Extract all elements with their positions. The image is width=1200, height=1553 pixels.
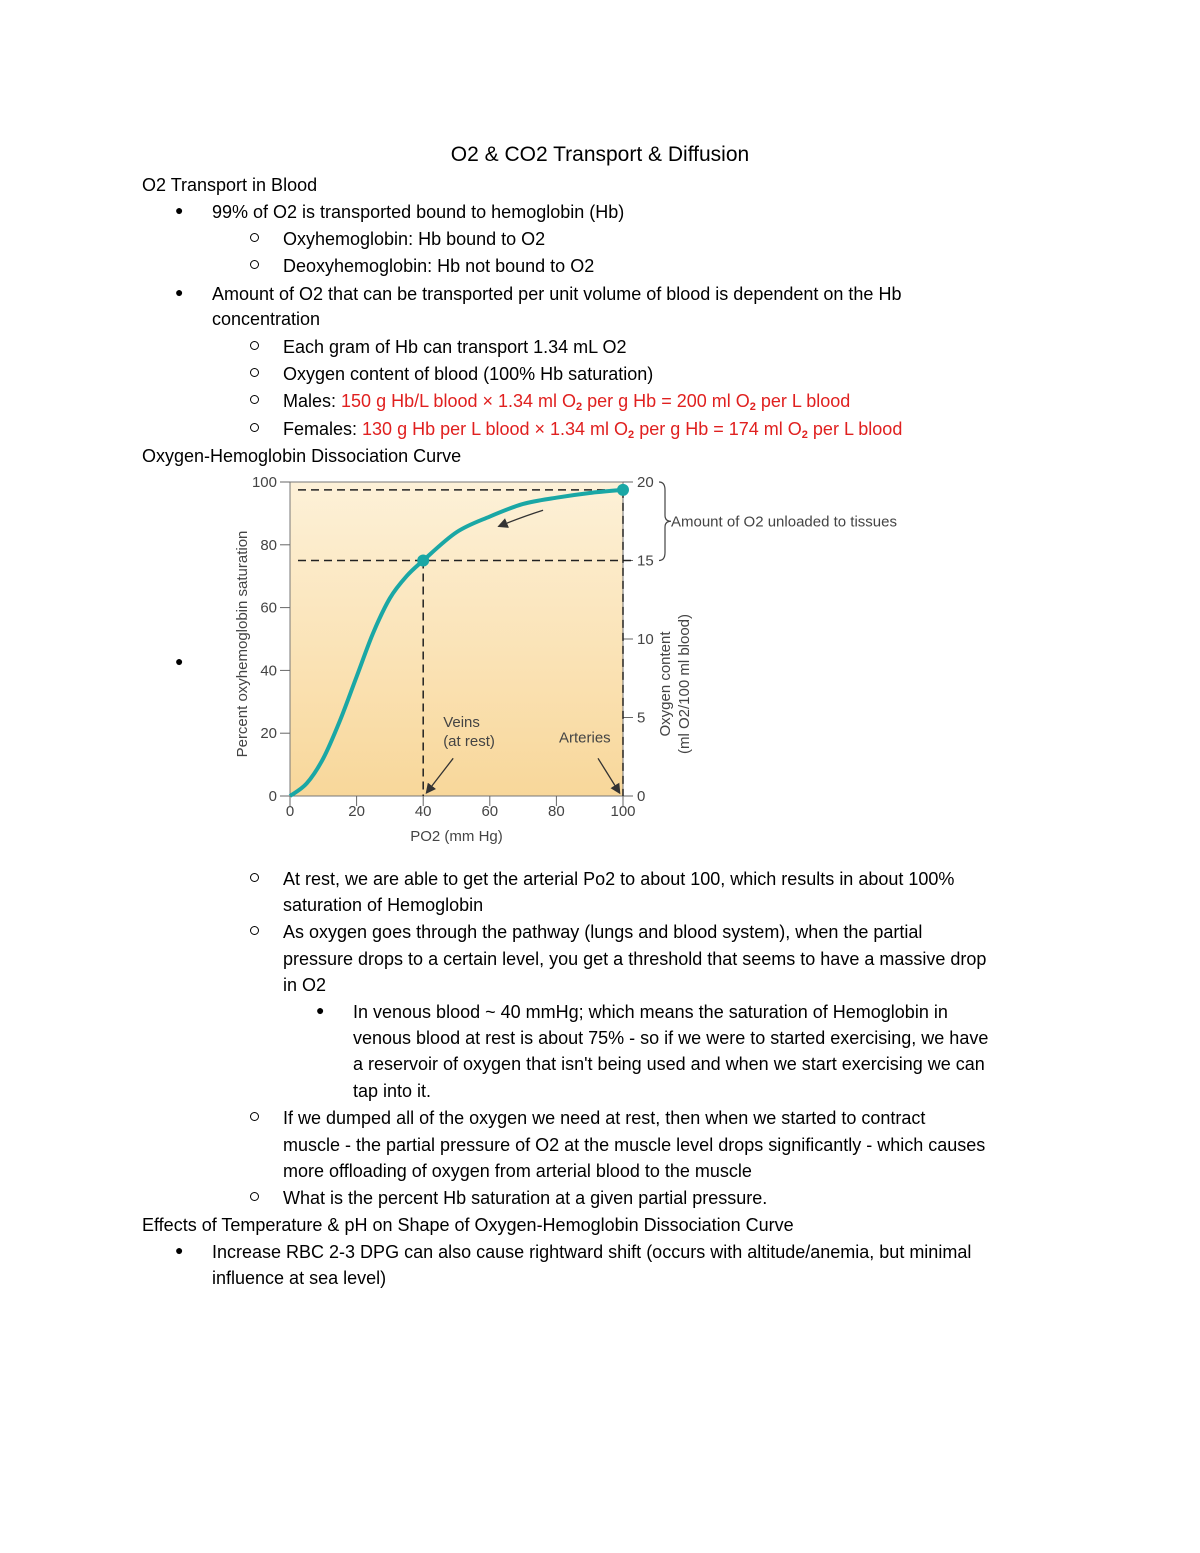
list-item: If we dumped all of the oxygen we need at rest, then when we started to contract	[283, 1108, 926, 1128]
x-tick-label: 60	[481, 803, 499, 820]
males-part-c: per L blood	[760, 391, 851, 411]
list-item-continuation: concentration	[212, 309, 321, 329]
o2-subscript: 2	[628, 429, 635, 441]
chart-svg	[225, 467, 925, 852]
section-heading-o2-transport: O2 Transport in Blood	[142, 175, 318, 195]
circle-bullet	[250, 368, 259, 377]
section-heading-dissociation-curve: Oxygen-Hemoglobin Dissociation Curve	[142, 446, 462, 466]
x-tick-label: 40	[414, 803, 432, 820]
veins-label-line1: Veins	[443, 713, 480, 731]
x-tick-label: 0	[285, 803, 295, 820]
y2-tick-label: 20	[637, 474, 654, 491]
arteries-label: Arteries	[559, 729, 611, 747]
y2-tick-label: 15	[637, 552, 654, 570]
circle-bullet	[250, 341, 259, 350]
females-part-a: 130 g Hb per L blood × 1.34 ml O	[362, 419, 629, 439]
y-tick-label: 0	[268, 788, 277, 805]
o2-subscript: 2	[801, 429, 808, 441]
list-item: Amount of O2 that can be transported per unit volume of blood is dependent on the Hb	[212, 284, 902, 304]
list-item: Deoxyhemoglobin: Hb not bound to O2	[283, 256, 595, 276]
circle-bullet	[250, 423, 259, 432]
list-item: In venous blood ~ 40 mmHg; which means the saturation of Hemoglobin in	[353, 1002, 948, 1022]
circle-bullet	[250, 1192, 259, 1201]
males-part-b: per g Hb = 200 ml O	[587, 391, 750, 411]
list-item: As oxygen goes through the pathway (lungs and blood system), when the partial	[283, 922, 923, 942]
list-item: At rest, we are able to get the arterial Po2 to about 100, which results in about 100%	[283, 869, 955, 889]
y2-tick-label: 5	[637, 709, 646, 727]
list-item-continuation: venous blood at rest is about 75% - so if we were to started exercising, we have	[353, 1028, 989, 1048]
y-tick-label: 60	[260, 599, 277, 617]
y-axis-label: Percent oxyhemoglobin saturation	[234, 530, 251, 758]
section-heading-effects: Effects of Temperature & pH on Shape of Oxygen-Hemoglobin Dissociation Curve	[142, 1215, 794, 1235]
x-axis-label: PO2 (mm Hg)	[410, 828, 503, 845]
circle-bullet	[250, 1112, 259, 1121]
list-item: Increase RBC 2-3 DPG can also cause rightward shift (occurs with altitude/anemia, but minimal	[212, 1242, 972, 1262]
list-item: Oxyhemoglobin: Hb bound to O2	[283, 229, 546, 249]
y2-tick-label: 0	[637, 788, 646, 805]
males-calculation	[283, 390, 850, 415]
list-item-continuation: more offloading of oxygen from arterial blood to the muscle	[283, 1161, 752, 1181]
venous-point	[417, 555, 429, 567]
circle-bullet	[250, 926, 259, 935]
x-tick-label: 100	[610, 803, 636, 820]
y2-axis-label-line1: Oxygen content	[657, 631, 674, 737]
list-item-continuation: pressure drops to a certain level, you get a threshold that seems to have a massive drop	[283, 949, 987, 969]
y-tick-label: 20	[260, 725, 277, 743]
list-item-continuation: influence at sea level)	[212, 1268, 387, 1288]
page-title: O2 & CO2 Transport & Diffusion	[450, 143, 750, 166]
females-part-b: per g Hb = 174 ml O	[639, 419, 802, 439]
females-part-c: per L blood	[812, 419, 903, 439]
y2-tick-label: 10	[637, 631, 654, 648]
list-item: Oxygen content of blood (100% Hb saturation)	[283, 364, 654, 384]
arterial-point	[617, 484, 629, 496]
bullet-dot: ●	[316, 1002, 325, 1018]
dissociation-chart	[225, 467, 925, 852]
y-tick-label: 100	[251, 474, 277, 491]
x-tick-label: 80	[548, 803, 565, 820]
list-item: What is the percent Hb saturation at a given partial pressure.	[283, 1188, 768, 1208]
y-tick-label: 40	[260, 662, 277, 680]
list-item-continuation: tap into it.	[353, 1081, 432, 1101]
list-item-continuation: in O2	[283, 975, 327, 995]
y2-axis-label-line2: (ml O2/100 ml blood)	[676, 613, 693, 755]
y-tick-label: 80	[260, 536, 277, 554]
circle-bullet	[250, 260, 259, 269]
circle-bullet	[250, 395, 259, 404]
x-tick-label: 20	[348, 803, 365, 820]
circle-bullet	[250, 233, 259, 242]
o2-subscript: 2	[576, 401, 583, 413]
bullet-dot: ●	[175, 202, 184, 218]
unloaded-label: Amount of O2 unloaded to tissues	[671, 513, 897, 531]
bullet-dot: ●	[175, 1242, 184, 1258]
veins-label-line2: (at rest)	[443, 732, 495, 750]
females-label: Females:	[283, 419, 363, 439]
list-item: 99% of O2 is transported bound to hemoglobin (Hb)	[212, 202, 625, 222]
list-item-continuation: a reservoir of oxygen that isn't being used and when we start exercising we can	[353, 1054, 985, 1074]
bullet-dot: ●	[175, 653, 184, 669]
list-item-continuation: muscle - the partial pressure of O2 at the muscle level drops significantly - which causes	[283, 1135, 986, 1155]
brace-bracket	[659, 482, 671, 561]
circle-bullet	[250, 873, 259, 882]
bullet-dot: ●	[175, 284, 184, 300]
list-item: Each gram of Hb can transport 1.34 mL O2	[283, 337, 627, 357]
males-part-a: 150 g Hb/L blood × 1.34 ml O	[341, 391, 577, 411]
females-calculation	[283, 418, 902, 443]
males-label: Males:	[283, 391, 342, 411]
o2-subscript: 2	[749, 401, 756, 413]
list-item-continuation: saturation of Hemoglobin	[283, 895, 484, 915]
